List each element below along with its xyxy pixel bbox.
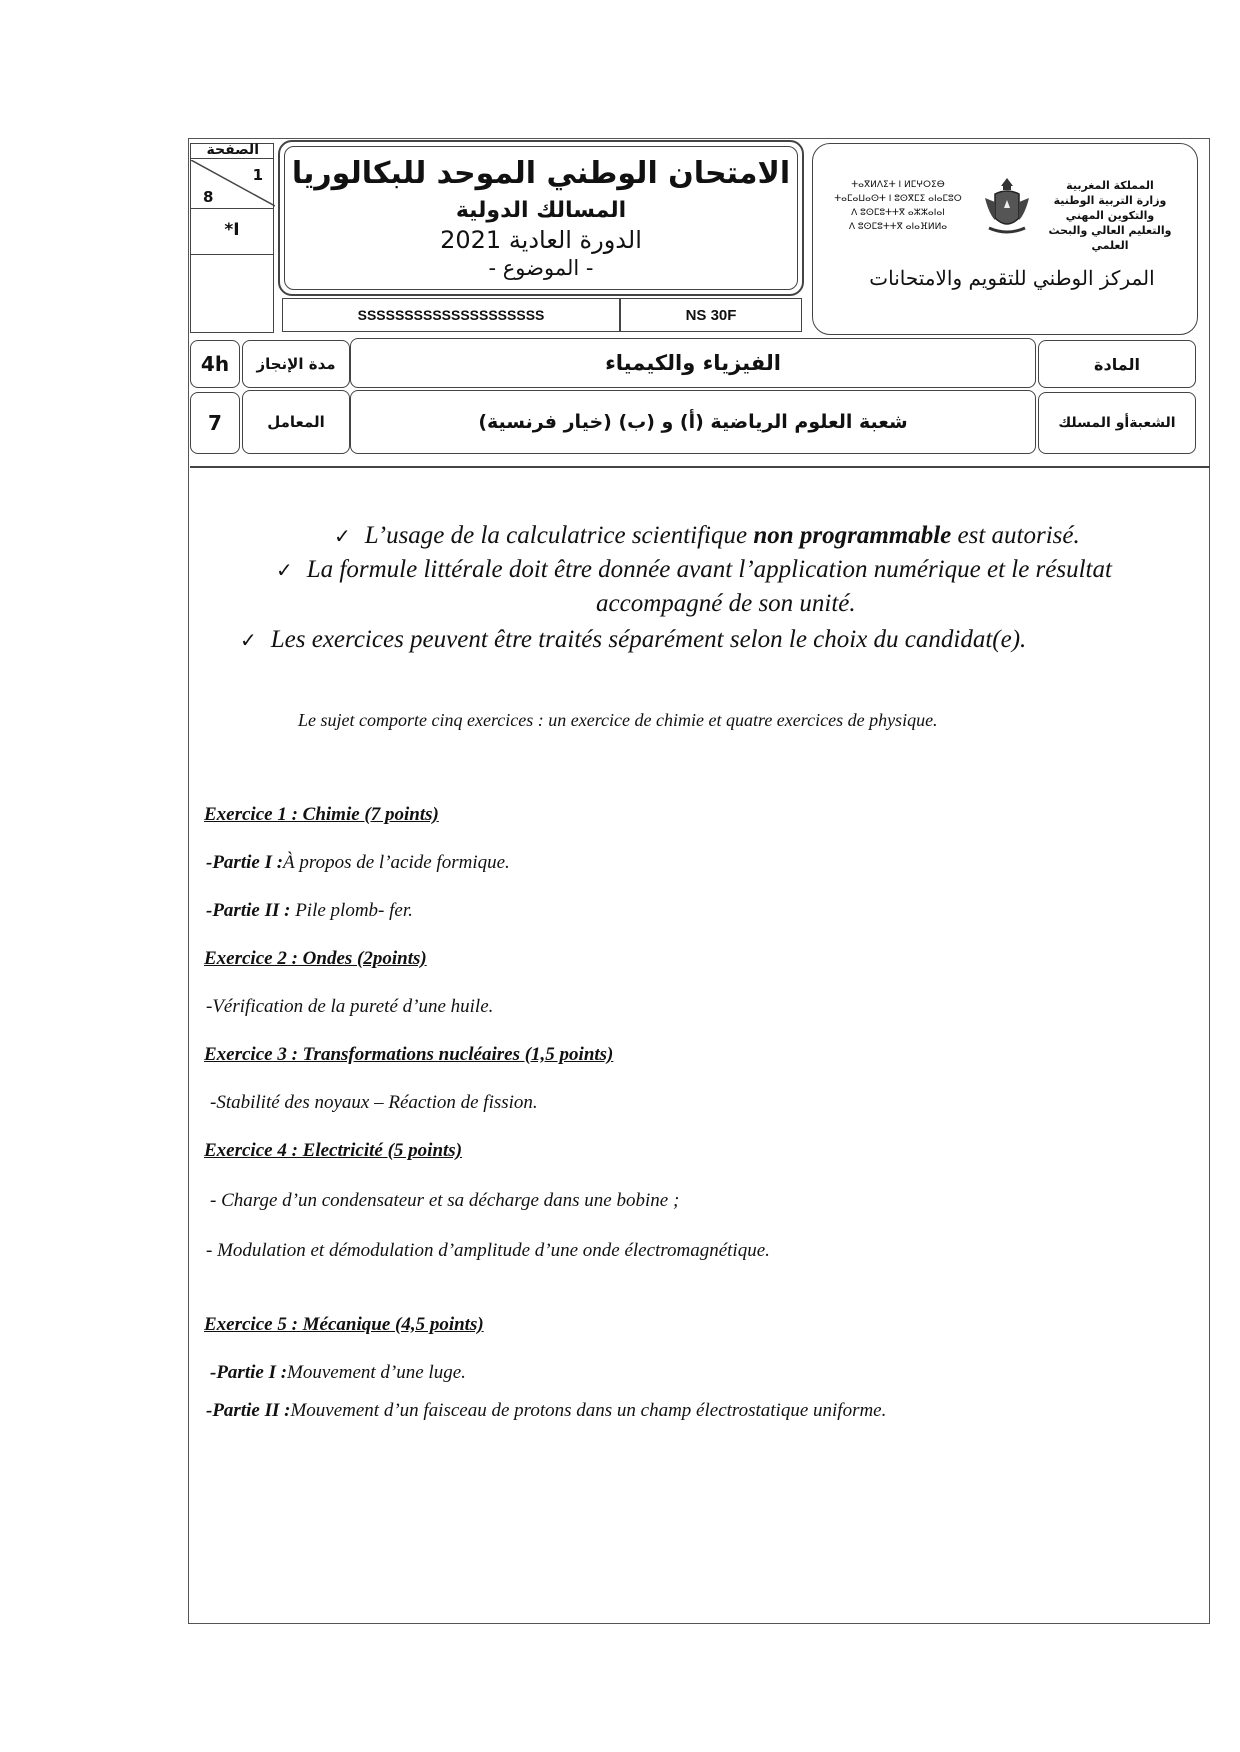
page-label: الصفحة (206, 142, 259, 158)
coef-value-box (190, 392, 240, 454)
exam-title: الامتحان الوطني الموحد للبكالوريا (291, 156, 791, 191)
instruction-formula: ✓ La formule littérale doit être donnée avant l’application numérique et le résultat (276, 556, 1112, 583)
subject-value-box (350, 338, 1036, 388)
page-current: 1 (252, 166, 263, 184)
code-left-box (282, 298, 620, 332)
instruction-separate: ✓ Les exercices peuvent être traités séparément selon le choix du candidat(e). (240, 626, 1027, 653)
coef-value: 7 (208, 411, 222, 435)
exercise-4-line-1: - Charge d’un condensateur et sa décharge dans une bobine ; (210, 1190, 680, 1211)
subject-value: الفيزياء والكيمياء (605, 351, 781, 375)
ministry-box (812, 143, 1198, 335)
header-divider (190, 466, 1210, 468)
branch-label-box (1038, 392, 1196, 454)
branch-value: شعبة العلوم الرياضية (أ) و (ب) (خيار فرنسية) (478, 411, 908, 433)
exercise-5-part-1: -Partie I :Mouvement d’une luge. (210, 1362, 466, 1383)
branch-label: الشعبةأو المسلك (1058, 415, 1176, 431)
duration-label-box (242, 340, 350, 388)
duration-label: مدة الإنجاز (256, 355, 336, 373)
check-icon: ✓ (240, 628, 257, 652)
exercise-1-part-2: -Partie II : Pile plomb- fer. (206, 900, 413, 921)
duration-value: 4h (200, 352, 230, 376)
exercise-2-line: -Vérification de la pureté d’une huile. (206, 996, 494, 1017)
exercise-1-title: Exercice 1 : Chimie (7 points) (204, 804, 439, 825)
page-number-box (190, 143, 274, 333)
branch-value-box (350, 390, 1036, 454)
ministry-tifinagh: ⵜⴰⴳⵍⴷⵉⵜ ⵏ ⵍⵎⵖⵔⵉⴱ ⵜⴰⵎⴰⵡⴰⵙⵜ ⵏ ⵓⵙⴳⵎⵉ ⴰⵏⴰⵎⵓⵔ ⴷ ⵓⵙⵎⵓⵜⵜⴳ ⴰⵣⵣⴰⵏⴰⵏ ⴷ ⵓⵙⵎⵓⵜⵜⴳ ⴰⵏⴰⴼⵍⵍⴰ (834, 180, 962, 232)
center-name: المركز الوطني للتقويم والامتحانات (869, 266, 1155, 290)
variant-label: *I (224, 220, 240, 240)
exercise-4-line-2: - Modulation et démodulation d’amplitude d’une onde électromagnétique. (206, 1240, 770, 1261)
subject-field-label: المادة (1094, 354, 1140, 374)
exercise-4-title: Exercice 4 : Electricité (5 points) (204, 1140, 463, 1161)
summary-text: Le sujet comporte cinq exercices : un exercice de chimie et quatre exercices de physique. (298, 710, 938, 730)
ministry-arabic: المملكة المغربية وزارة التربية الوطنية والتكوين المهني والتعليم العالي والبحث العلمي (1048, 179, 1172, 252)
code-left: SSSSSSSSSSSSSSSSSSSS (357, 307, 545, 323)
exercise-3-title: Exercice 3 : Transformations nucléaires (1,5 points) (204, 1044, 614, 1065)
exercise-5-title: Exercice 5 : Mécanique (4,5 points) (204, 1314, 484, 1335)
code-right-box (620, 298, 802, 332)
exercise-1-part-1: -Partie I :À propos de l’acide formique. (206, 852, 510, 873)
exam-track: المسالك الدولية (455, 198, 627, 223)
exam-title-box (278, 140, 804, 296)
instruction-calculator: ✓ L’usage de la calculatrice scientifique non programmable est autorisé. (334, 522, 1080, 549)
exam-session: الدورة العادية 2021 (440, 226, 642, 254)
instruction-formula-cont: accompagné de son unité. (596, 590, 856, 617)
exam-subject-label: - الموضوع - (488, 256, 594, 280)
duration-value-box (190, 340, 240, 388)
exercise-3-line: -Stabilité des noyaux – Réaction de fission. (210, 1092, 538, 1113)
coat-of-arms-emblem (979, 174, 1035, 238)
check-icon: ✓ (276, 558, 293, 582)
code-right: NS 30F (685, 306, 737, 324)
page-total: 8 (203, 188, 214, 206)
check-icon: ✓ (334, 524, 351, 548)
coef-label: المعامل (267, 413, 325, 431)
exercise-2-title: Exercice 2 : Ondes (2points) (204, 948, 427, 969)
coef-label-box (242, 390, 350, 454)
exercise-5-part-2: -Partie II :Mouvement d’un faisceau de protons dans un champ électrostatique uniforme. (206, 1400, 887, 1421)
subject-label-box (1038, 340, 1196, 388)
